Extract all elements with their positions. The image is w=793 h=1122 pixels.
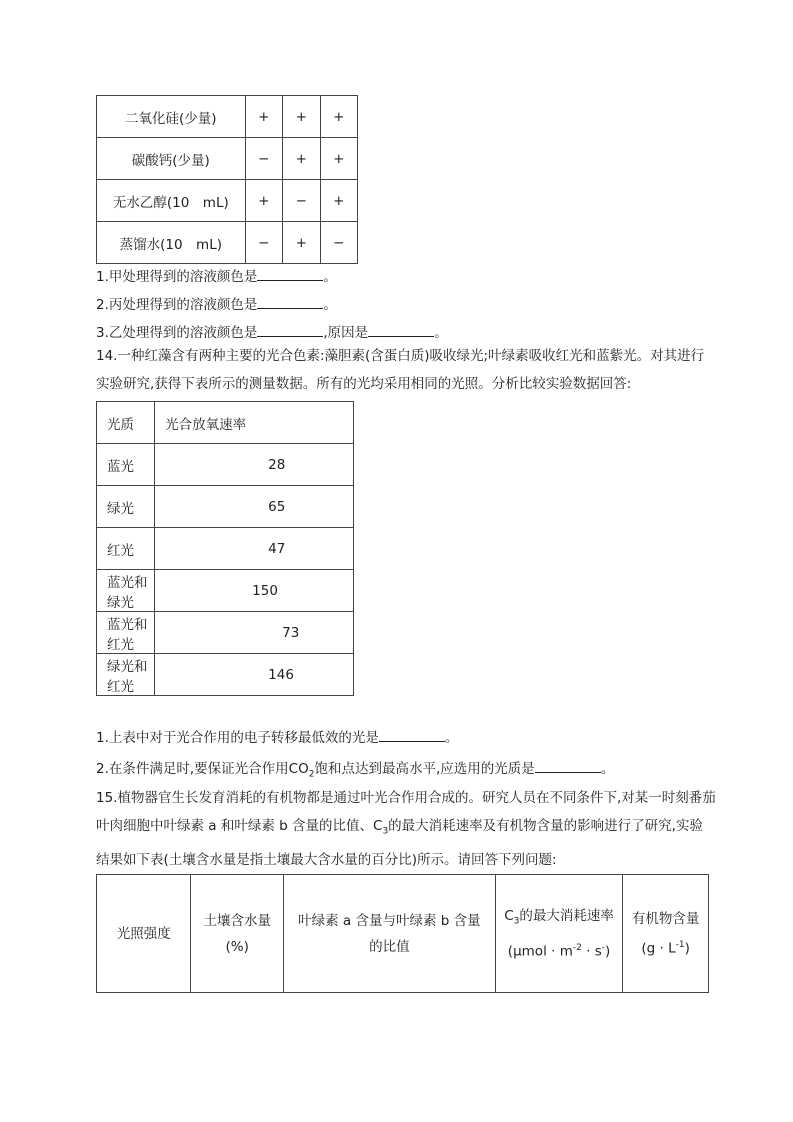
question-text: 饱和点达到最高水平,应选用的光质是	[314, 761, 535, 777]
question-13-2	[96, 293, 337, 313]
experiment-table	[96, 874, 709, 993]
period: 。	[434, 325, 448, 341]
header-text: 土壤含水量	[203, 912, 271, 929]
light-cell: 蓝光	[97, 444, 155, 486]
header-unit	[625, 932, 706, 962]
header-unit	[498, 935, 621, 965]
table-row	[97, 486, 354, 528]
superscript: -1	[675, 939, 685, 950]
answer-blank[interactable]	[368, 322, 434, 337]
header-text: 有机物含量	[631, 910, 700, 927]
header-symbol: C	[504, 907, 514, 924]
reagent-label: 无水乙醇(10 mL)	[97, 180, 246, 222]
table-row	[97, 96, 358, 138]
answer-blank[interactable]	[257, 294, 323, 309]
question-text: ,原因是	[323, 325, 369, 341]
mark-cell: −	[283, 180, 320, 222]
table-row	[97, 138, 358, 180]
period: 。	[323, 269, 337, 285]
question-text: 2.丙处理得到的溶液颜色是	[96, 297, 258, 313]
light-cell: 蓝光和绿光	[97, 570, 155, 612]
question-13-3	[96, 321, 448, 341]
mark-cell: +	[320, 96, 357, 138]
header-label: 的最大消耗速率	[519, 907, 614, 924]
superscript: -2	[572, 942, 582, 953]
table-row	[97, 444, 354, 486]
table-row	[97, 570, 354, 612]
rate-cell: 28	[155, 444, 354, 486]
rate-cell: 73	[155, 612, 354, 654]
table-row	[97, 654, 354, 696]
answer-blank[interactable]	[257, 266, 323, 281]
question-13-1	[96, 265, 337, 285]
question-14-intro: 14.一种红藻含有两种主要的光合色素:藻胆素(含蛋白质)吸收绿光;叶绿素吸收红光和蓝紫光。对其进行实验研究,获得下表所示的测量数据。所有的光均采用相同的光照。分析比较实验数据回答:	[96, 348, 705, 392]
column-header	[191, 875, 283, 993]
period: 。	[444, 730, 459, 746]
mark-cell: +	[283, 138, 320, 180]
table-row	[97, 222, 358, 264]
table-header-row	[97, 875, 709, 993]
light-cell: 蓝光和红光	[97, 612, 155, 654]
unit-text: )	[605, 943, 611, 960]
mark-cell: +	[320, 180, 357, 222]
reagent-table	[96, 95, 358, 264]
column-header: 叶绿素 a 含量与叶绿素 b 含量的比值	[283, 875, 495, 993]
table-row	[97, 528, 354, 570]
subscript: 3	[382, 826, 389, 837]
light-cell: 绿光和红光	[97, 654, 155, 696]
question-text: 3.乙处理得到的溶液颜色是	[96, 325, 258, 341]
table-header-row	[97, 402, 354, 444]
question-14-2	[96, 757, 614, 780]
mark-cell: +	[283, 96, 320, 138]
question-text: 的最大消耗速率及有机物含量的影响进行了研究,实验结果如下表(土壤含水量是指土壤最大含水量的百分比)所示。请回答下列问题:	[96, 818, 703, 868]
header-text	[498, 903, 621, 935]
rate-cell: 47	[155, 528, 354, 570]
rate-cell: 65	[155, 486, 354, 528]
rate-cell: 146	[155, 654, 354, 696]
unit-text: (g · L	[641, 940, 676, 957]
column-header: 光质	[97, 402, 155, 444]
question-15-intro	[96, 784, 716, 874]
table-row	[97, 612, 354, 654]
header-unit: (%)	[225, 938, 249, 955]
unit-text: (μmol · m	[507, 943, 573, 960]
answer-blank[interactable]	[257, 322, 323, 337]
table-row	[97, 180, 358, 222]
period: 。	[323, 297, 337, 313]
superscript: -	[601, 942, 605, 953]
mark-cell: +	[283, 222, 320, 264]
column-header: 光照强度	[97, 875, 191, 993]
question-text: 1.甲处理得到的溶液颜色是	[96, 269, 258, 285]
mark-cell: +	[245, 96, 282, 138]
mark-cell: −	[245, 138, 282, 180]
unit-text: · s	[581, 943, 602, 960]
answer-blank[interactable]	[535, 758, 601, 773]
question-text: 2.在条件满足时,要保证光合作用CO	[96, 761, 309, 777]
light-cell: 绿光	[97, 486, 155, 528]
column-header	[495, 875, 623, 993]
reagent-label: 蒸馏水(10 mL)	[97, 222, 246, 264]
question-14-1	[96, 726, 458, 746]
mark-cell: −	[320, 222, 357, 264]
period: 。	[600, 761, 615, 777]
mark-cell: −	[245, 222, 282, 264]
rate-cell: 150	[155, 570, 354, 612]
subscript: 2	[308, 769, 315, 780]
answer-blank[interactable]	[379, 727, 445, 742]
reagent-label: 碳酸钙(少量)	[97, 138, 246, 180]
reagent-label: 二氧化硅(少量)	[97, 96, 246, 138]
light-quality-table	[96, 401, 354, 696]
column-header	[623, 875, 709, 993]
mark-cell: +	[245, 180, 282, 222]
subscript: 3	[513, 916, 520, 927]
column-header: 光合放氧速率	[155, 402, 354, 444]
question-text: 1.上表中对于光合作用的电子转移最低效的光是	[96, 730, 379, 746]
light-cell: 红光	[97, 528, 155, 570]
unit-text: )	[684, 940, 690, 957]
question-text: 15.植物器官生长发育消耗的有机物都是通过叶光合作用合成的。研究人员在不同条件下,对某一时刻番茄叶肉细胞中叶绿素 a 和叶绿素 b 含量的比值、C	[96, 790, 716, 834]
mark-cell: +	[320, 138, 357, 180]
